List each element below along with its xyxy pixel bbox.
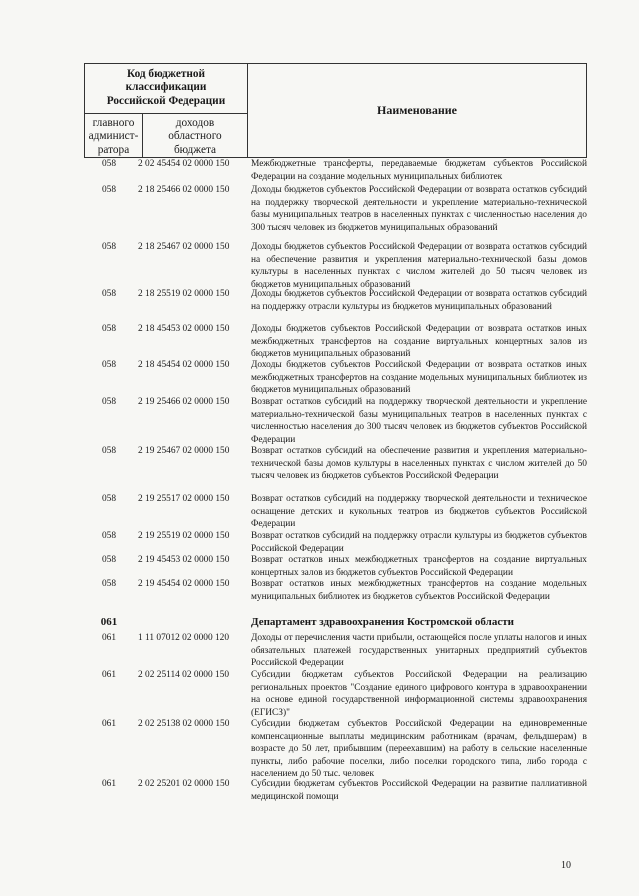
- admin-code: 058: [101, 159, 117, 169]
- row-name: Субсидии бюджетам субъектов Российской Федерации на единовременные компенсационные выплаты медицинским работникам (врачам, фельдшерам) в возрасте до 50 лет, прибывшим (переехавшим) на работу в сельские населенные пункты, либо рабочие поселки, либо поселки городского типа, либо города с населением до 50 тыс. человек: [251, 719, 587, 780]
- admin-code: 061: [100, 616, 118, 628]
- admin-code: 058: [101, 446, 117, 456]
- kbk-code: 2 19 25519 02 0000 150: [138, 531, 230, 541]
- header-kod-line: Код бюджетной: [126, 68, 206, 80]
- row-name: Субсидии бюджетам субъектов Российской Федерации на реализацию региональных проектов "Создание единого цифрового контура в здравоохранении на основе единой государственной информационной системы здравоохранения (ЕГИСЗ)": [251, 670, 587, 718]
- kbk-code: 2 18 45454 02 0000 150: [138, 360, 230, 370]
- row-name: Доходы бюджетов субъектов Российской Федерации от возврата остатков субсидий на поддержку отрасли культуры из бюджетов муниципальных образований: [251, 289, 587, 312]
- admin-code: 058: [101, 579, 117, 589]
- kbk-code: 2 18 25519 02 0000 150: [138, 289, 230, 299]
- header-dohodov-line: бюджета: [173, 143, 217, 156]
- admin-code: 058: [101, 360, 117, 370]
- admin-code: 058: [101, 531, 117, 541]
- row-name: Доходы бюджетов субъектов Российской Федерации от возврата остатков субсидий на обеспечение развития и укрепления материально-технической базы домов культуры в населенных пунктах с числом жителей до 50 тысяч человек из бюджетов муниципальных образований: [251, 242, 587, 290]
- admin-code: 058: [101, 324, 117, 334]
- header-glavnogo-line: ратора: [97, 143, 130, 156]
- kbk-code: 2 02 25201 02 0000 150: [138, 779, 230, 789]
- admin-code: 058: [101, 397, 117, 407]
- kbk-code: 2 02 45454 02 0000 150: [138, 159, 230, 169]
- row-name: Возврат остатков субсидий на поддержку творческой деятельности и укрепление материально-технической базы муниципальных театров в населенных пунктах с численностью населения до 300 тысяч человек из бюджетов субъектов Российской Федерации: [251, 397, 587, 445]
- admin-code: 061: [101, 779, 117, 789]
- kbk-code: 2 02 25138 02 0000 150: [138, 719, 230, 729]
- kbk-code: 1 11 07012 02 0000 120: [138, 633, 230, 643]
- header-kod: [85, 64, 248, 114]
- admin-code: 061: [101, 670, 117, 680]
- admin-code: 058: [101, 494, 117, 504]
- admin-code: 061: [101, 633, 117, 643]
- row-name: Доходы от перечисления части прибыли, остающейся после уплаты налогов и иных обязательных платежей государственных унитарных предприятий субъектов Российской Федерации: [251, 633, 587, 669]
- header-dohodov: [143, 114, 248, 158]
- row-name: Доходы бюджетов субъектов Российской Федерации от возврата остатков иных межбюджетных трансфертов на создание виртуальных концертных залов из бюджетов муниципальных образований: [251, 324, 587, 360]
- admin-code: 061: [101, 719, 117, 729]
- row-name: Возврат остатков иных межбюджетных трансфертов на создание модельных муниципальных библиотек из бюджетов субъектов Российской Федерации: [251, 579, 587, 602]
- row-name: Возврат остатков субсидий на поддержку творческой деятельности и техническое оснащение детских и кукольных театров из бюджетов субъектов Российской Федерации: [251, 494, 587, 530]
- section-title: Департамент здравоохранения Костромской области: [251, 616, 514, 628]
- table-header: [84, 63, 587, 158]
- kbk-code: 2 18 25467 02 0000 150: [138, 242, 230, 252]
- admin-code: 058: [101, 242, 117, 252]
- admin-code: 058: [101, 289, 117, 299]
- header-glavnogo-line: админист-: [88, 130, 139, 143]
- header-glavnogo: [85, 114, 143, 158]
- row-name: Возврат остатков субсидий на поддержку отрасли культуры из бюджетов субъектов Российской Федерации: [251, 531, 587, 554]
- header-naimenovanie: Наименование: [377, 103, 457, 118]
- header-kod-line: классификации: [125, 81, 207, 94]
- kbk-code: 2 19 45454 02 0000 150: [138, 579, 230, 589]
- header-dohodov-line: областного: [168, 130, 222, 143]
- kbk-code: 2 18 25466 02 0000 150: [138, 185, 230, 195]
- row-name: Возврат остатков субсидий на обеспечение развития и укрепления материально-технической базы домов культуры в населенных пунктах с числом жителей до 50 тысяч человек из бюджетов субъектов Российской Федерации: [251, 446, 587, 482]
- header-kod-line: Российской Федерации: [106, 94, 226, 107]
- kbk-code: 2 19 25517 02 0000 150: [138, 494, 230, 504]
- header-glavnogo-line: главного: [92, 117, 135, 129]
- admin-code: 058: [101, 185, 117, 195]
- row-name: Возврат остатков иных межбюджетных трансфертов на создание виртуальных концертных залов из бюджетов субъектов Российской Федерации: [251, 555, 587, 578]
- kbk-code: 2 19 45453 02 0000 150: [138, 555, 230, 565]
- admin-code: 058: [101, 555, 117, 565]
- kbk-code: 2 02 25114 02 0000 150: [138, 670, 230, 680]
- row-name: Доходы бюджетов субъектов Российской Федерации от возврата остатков иных межбюджетных трансфертов на создание модельных муниципальных библиотек из бюджетов муниципальных образований: [251, 360, 587, 396]
- row-name: Межбюджетные трансферты, передаваемые бюджетам субъектов Российской Федерации на создание модельных муниципальных библиотек: [251, 159, 587, 182]
- kbk-code: 2 18 45453 02 0000 150: [138, 324, 230, 334]
- header-dohodov-line: доходов: [175, 117, 215, 129]
- row-name: Субсидии бюджетам субъектов Российской Федерации на развитие паллиативной медицинской помощи: [251, 779, 587, 802]
- row-name: Доходы бюджетов субъектов Российской Федерации от возврата остатков субсидий на поддержку творческой деятельности и укрепление материально-технической базы муниципальных театров в населенных пунктах с численностью населения до 300 тысяч человек из бюджетов муниципальных образований: [251, 185, 587, 233]
- page-number: 10: [561, 860, 571, 871]
- kbk-code: 2 19 25467 02 0000 150: [138, 446, 230, 456]
- kbk-code: 2 19 25466 02 0000 150: [138, 397, 230, 407]
